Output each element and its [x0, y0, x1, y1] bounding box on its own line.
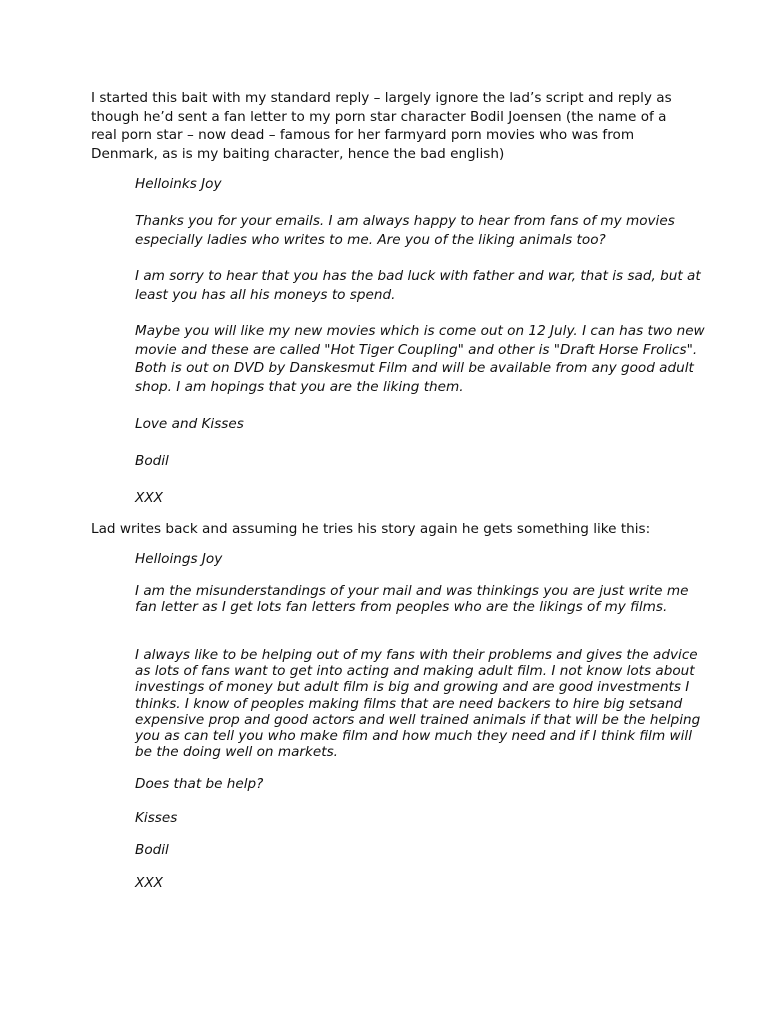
letter2-greeting: Helloings Joy: [135, 551, 223, 567]
letter1-paragraph-2: I am sorry to hear that you has the bad luck with father and war, that is sad, but at least you has all his moneys to spend.: [135, 268, 701, 303]
letter1-signature: Bodil: [135, 453, 169, 469]
letter2-paragraph-1: I am the misunderstandings of your mail and was thinkings you are just write me fan letter as I get lots fan letters from peoples who are the likings of my films.: [135, 583, 689, 616]
letter1-paragraph-1: Thanks you for your emails. I am always happy to hear from fans of my movies especially ladies who writes to me. Are you of the liking animals too?: [135, 213, 675, 248]
letter1-kisses: XXX: [135, 490, 163, 506]
letter2-paragraph-2: I always like to be helping out of my fans with their problems and gives the advice as lots of fans want to get into acting and making adult film. I not know lots about investings of money but adult film is big and growing and are good investments I thinks. I know of peoples making films that are need backers to hire big setsand expensive prop and good actors and well trained animals if that will be the helping you as can tell you who make film and how much they need and if I think film will be the doing well on markets.: [135, 647, 701, 761]
letter1-paragraph-3: Maybe you will like my new movies which is come out on 12 July. I can has two new movie and these are called "Hot Tiger Coupling" and other is "Draft Horse Frolics". Both is out on DVD by Danskesmut Film and will be available from any good adult shop. I am hopings that you are the liking them.: [135, 323, 705, 395]
letter2-question: Does that be help?: [135, 776, 264, 792]
letter1-closing: Love and Kisses: [135, 416, 244, 432]
middle-paragraph: Lad writes back and assuming he tries his story again he gets something like this:: [91, 521, 651, 537]
letter2-closing: Kisses: [135, 810, 178, 826]
letter1-greeting: Helloinks Joy: [135, 176, 222, 192]
intro-paragraph: I started this bait with my standard reply – largely ignore the lad’s script and reply as though he’d sent a fan letter to my porn star character Bodil Joensen (the name of a real porn star – now dead – famous for her farmyard porn movies who was from Denmark, as is my baiting character, hence the bad english): [91, 90, 672, 162]
letter2-signature: Bodil: [135, 842, 169, 858]
letter2-kisses: XXX: [135, 875, 163, 891]
